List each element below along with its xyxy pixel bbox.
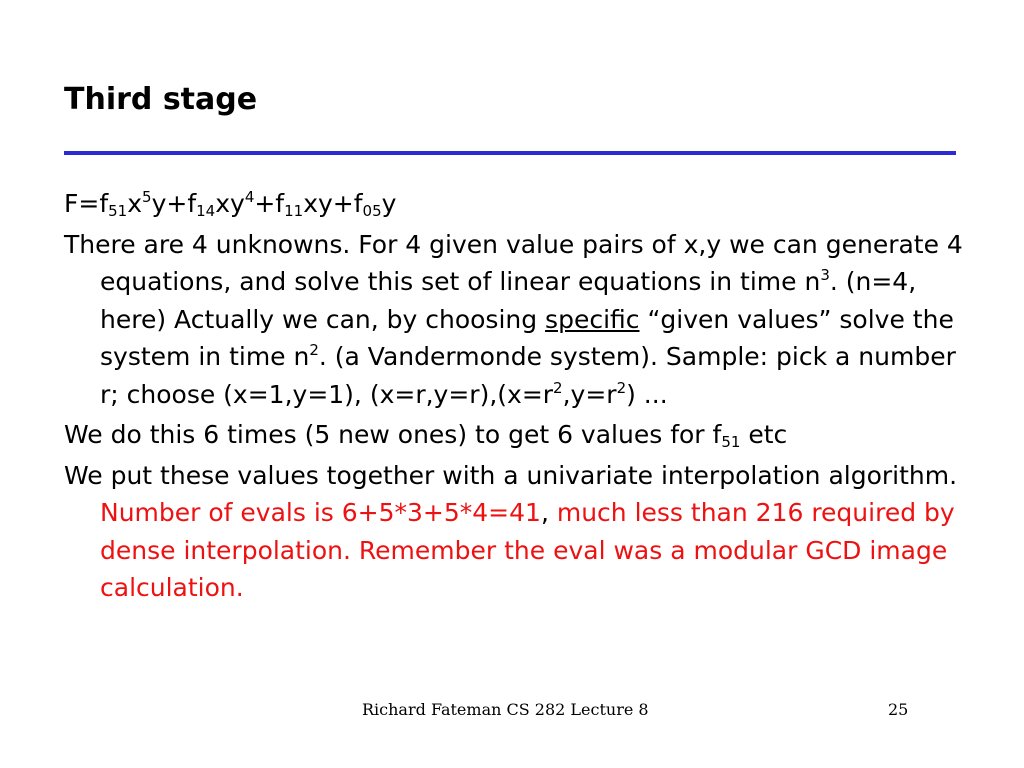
subscript: 51	[721, 433, 741, 451]
bullet-text: “given values” solve the system in time n	[100, 304, 954, 371]
formula-part: x	[127, 189, 143, 218]
formula-part: F=f	[64, 189, 109, 218]
bullet-text: ) ...	[626, 379, 668, 409]
bullet-six-times	[64, 416, 964, 454]
superscript: 3	[820, 266, 830, 284]
formula-part: y	[381, 189, 397, 218]
formula-part: xy+f	[303, 189, 363, 218]
highlight-text: Number of evals is 6+5*3+5*4=41	[100, 498, 541, 527]
formula-subscript: 14	[196, 202, 216, 220]
formula-subscript: 11	[284, 202, 304, 220]
bullet-unknowns	[64, 226, 964, 414]
bullet-text: . (n=4, here) Actually we can, by choosing	[100, 267, 917, 334]
superscript: 2	[309, 341, 319, 359]
underlined-word: specific	[545, 304, 640, 334]
formula-part: y+f	[151, 189, 197, 218]
title-divider	[64, 151, 956, 155]
slide-body	[64, 185, 964, 610]
formula-part: +f	[254, 189, 285, 218]
bullet-text: . (a Vandermonde system). Sample: pick a number r; choose (x=1,y=1), (x=r,y=r),(x=r	[100, 342, 956, 409]
bullet-interpolation	[64, 457, 964, 607]
footer-text: Richard Fateman CS 282 Lecture 8	[362, 700, 649, 719]
formula-subscript: 05	[362, 202, 382, 220]
superscript: 2	[616, 378, 627, 397]
bullet-text: There are 4 unknowns. For 4 given value pairs of x,y we can generate 4 equations, and solve this set of linear equations in time n	[64, 229, 963, 296]
bullet-text: ,y=r	[562, 379, 617, 409]
bullet-text: We put these values together with a univariate interpolation algorithm.	[64, 460, 958, 490]
formula-superscript: 4	[244, 188, 255, 206]
bullet-text: etc	[740, 420, 788, 449]
superscript: 2	[553, 378, 563, 397]
formula-superscript: 5	[142, 188, 152, 206]
formula-subscript: 51	[108, 202, 128, 220]
bullet-text: We do this 6 times (5 new ones) to get 6 values for f	[64, 420, 722, 449]
page-number: 25	[888, 700, 909, 719]
formula-part: xy	[215, 189, 245, 218]
highlight-text: much less than 216 required by dense interpolation. Remember the eval was a modular GCD image calculation.	[100, 498, 955, 602]
formula-line	[64, 185, 964, 223]
bullet-text: ,	[540, 498, 557, 527]
slide-title: Third stage	[64, 82, 258, 117]
